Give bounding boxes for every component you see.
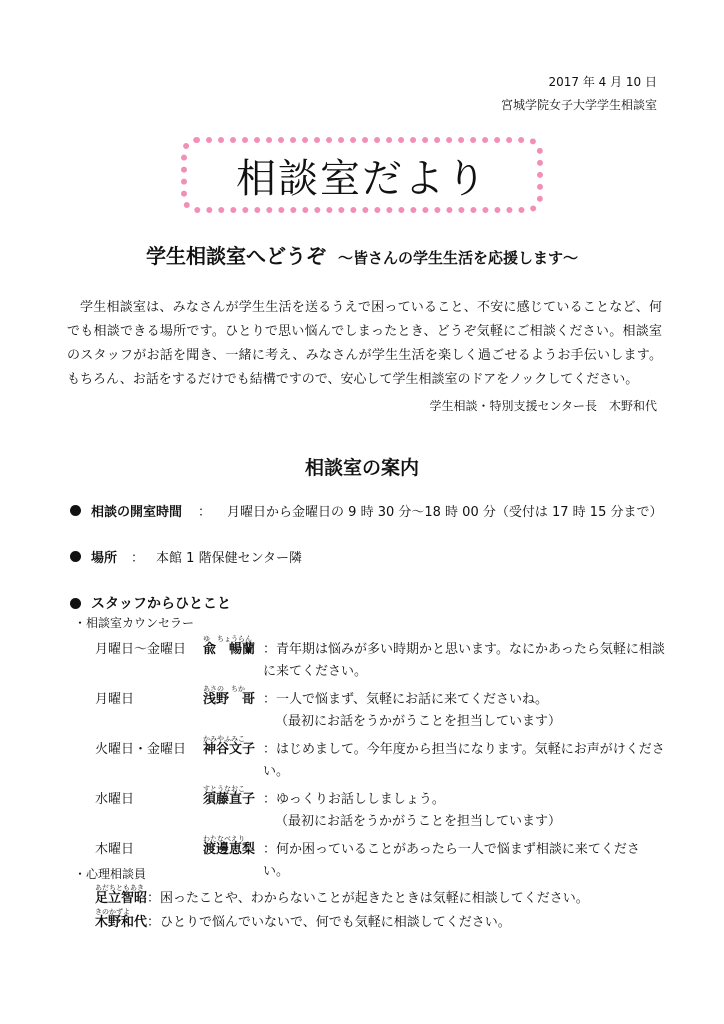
place-line xyxy=(70,547,302,566)
counselor-note: （最初にお話をうかがうことを担当しています） xyxy=(275,814,562,829)
counselor-day: 木曜日 xyxy=(95,842,135,857)
psychologists-heading: ・心理相談員 xyxy=(74,867,147,881)
subtitle xyxy=(0,240,724,269)
counselor-message: ：何か困っていることがあったら一人で悩まず相談に来てください。 xyxy=(263,842,640,879)
list-item xyxy=(95,735,665,783)
counselor-list xyxy=(95,635,665,883)
counselor-day: 月曜日～金曜日 xyxy=(95,642,187,657)
list-item xyxy=(95,785,665,833)
hours-label: 相談の開室時間 xyxy=(91,505,183,520)
intro-text: 学生相談室は、みなさんが学生生活を送るうえで困っていること、不安に感じていることなど、何でも相談できる場所です。ひとりで思い悩んでしまったとき、どうぞ気軽にご相談ください。相談室のスタッフがお話を聞き、一緒に考え、みなさんが学生生活を楽しく過ごせるようお手伝いします。もちろん、お話をするだけでも結構ですので、安心して学生相談室のドアをノックしてください。 xyxy=(67,300,662,387)
counselor-name: かみやふみこ 神谷文子 xyxy=(203,739,263,783)
guide-title: 相談室の案内 xyxy=(304,457,419,479)
hours-line xyxy=(70,501,662,520)
psychologist-ruby: あだちともあき xyxy=(95,884,144,892)
intro-paragraph xyxy=(67,296,662,392)
counselor-ruby: すとうなおこ xyxy=(203,785,245,793)
psychologist-list xyxy=(95,884,665,934)
counselor-ruby: わたなべえり xyxy=(203,835,245,843)
counselor-name: ゆ ちょうらん 兪 暢蘭 xyxy=(203,639,263,683)
counselor-name: あさの ちか 浅野 哥 xyxy=(203,689,263,711)
intro-signature: 学生相談・特別支援センター長 木野和代 xyxy=(429,399,657,413)
counselor-message: ：はじめまして。今年度から担当になります。気軽にお声がけください。 xyxy=(263,742,665,779)
psychologist-name: あだちともあき 足立智昭 xyxy=(95,888,147,910)
staff-heading: スタッフからひとこと xyxy=(91,596,231,612)
title-box xyxy=(181,137,543,213)
counselors-heading: ・相談室カウンセラー xyxy=(74,616,195,630)
staff-heading-line xyxy=(70,593,231,613)
page-title: 相談室だより xyxy=(236,155,488,202)
hours-value: 月曜日から金曜日の 9 時 30 分～18 時 00 分（受付は 17 時 15 分まで） xyxy=(227,505,663,520)
counselor-ruby: ゆ ちょうらん xyxy=(203,635,252,643)
counselor-name: すとうなおこ 須藤直子 xyxy=(203,789,263,811)
list-item xyxy=(95,685,665,733)
psychologist-message: ：困ったことや、わからないことが起きたときは気軽に相談してください。 xyxy=(147,891,589,906)
place-label: 場所 xyxy=(91,551,118,566)
hours-separator: ： xyxy=(198,505,212,520)
document-date: 2017 年 4 月 10 日 xyxy=(548,75,657,89)
psychologist-ruby: きのかずよ xyxy=(95,908,130,916)
counselor-ruby: あさの ちか xyxy=(203,685,245,693)
place-value: 本館 1 階保健センター隣 xyxy=(156,551,303,566)
counselor-day: 水曜日 xyxy=(95,792,135,807)
counselor-message: ：一人で悩まず、気軽にお話に来てくださいね。 xyxy=(263,692,548,707)
counselor-note: （最初にお話をうかがうことを担当しています） xyxy=(275,714,562,729)
subtitle-sub: ～皆さんの学生生活を応援します～ xyxy=(337,249,578,267)
bullet-icon xyxy=(70,551,81,562)
counselor-message: ：青年期は悩みが多い時期かと思います。なにかあったら気軽に相談に来てください。 xyxy=(263,642,665,679)
list-item xyxy=(95,635,665,683)
list-item xyxy=(95,884,665,910)
bullet-icon xyxy=(70,505,81,516)
organization-name: 宮城学院女子大学学生相談室 xyxy=(500,98,657,112)
bullet-icon xyxy=(70,598,81,609)
list-item xyxy=(95,908,665,934)
place-separator: ： xyxy=(131,551,145,566)
psychologist-name: きのかずよ 木野和代 xyxy=(95,912,147,934)
subtitle-main: 学生相談室へどうぞ xyxy=(145,244,326,268)
counselor-name: わたなべえり 渡邊恵梨 xyxy=(203,839,263,883)
counselor-day: 月曜日 xyxy=(95,692,135,707)
counselor-ruby: かみやふみこ xyxy=(203,735,245,743)
psychologist-message: ：ひとりで悩んでいないで、何でも気軽に相談してください。 xyxy=(147,915,511,930)
list-item xyxy=(95,835,665,883)
counselor-day: 火曜日・金曜日 xyxy=(95,742,187,757)
counselor-message: ：ゆっくりお話ししましょう。 xyxy=(263,792,445,807)
